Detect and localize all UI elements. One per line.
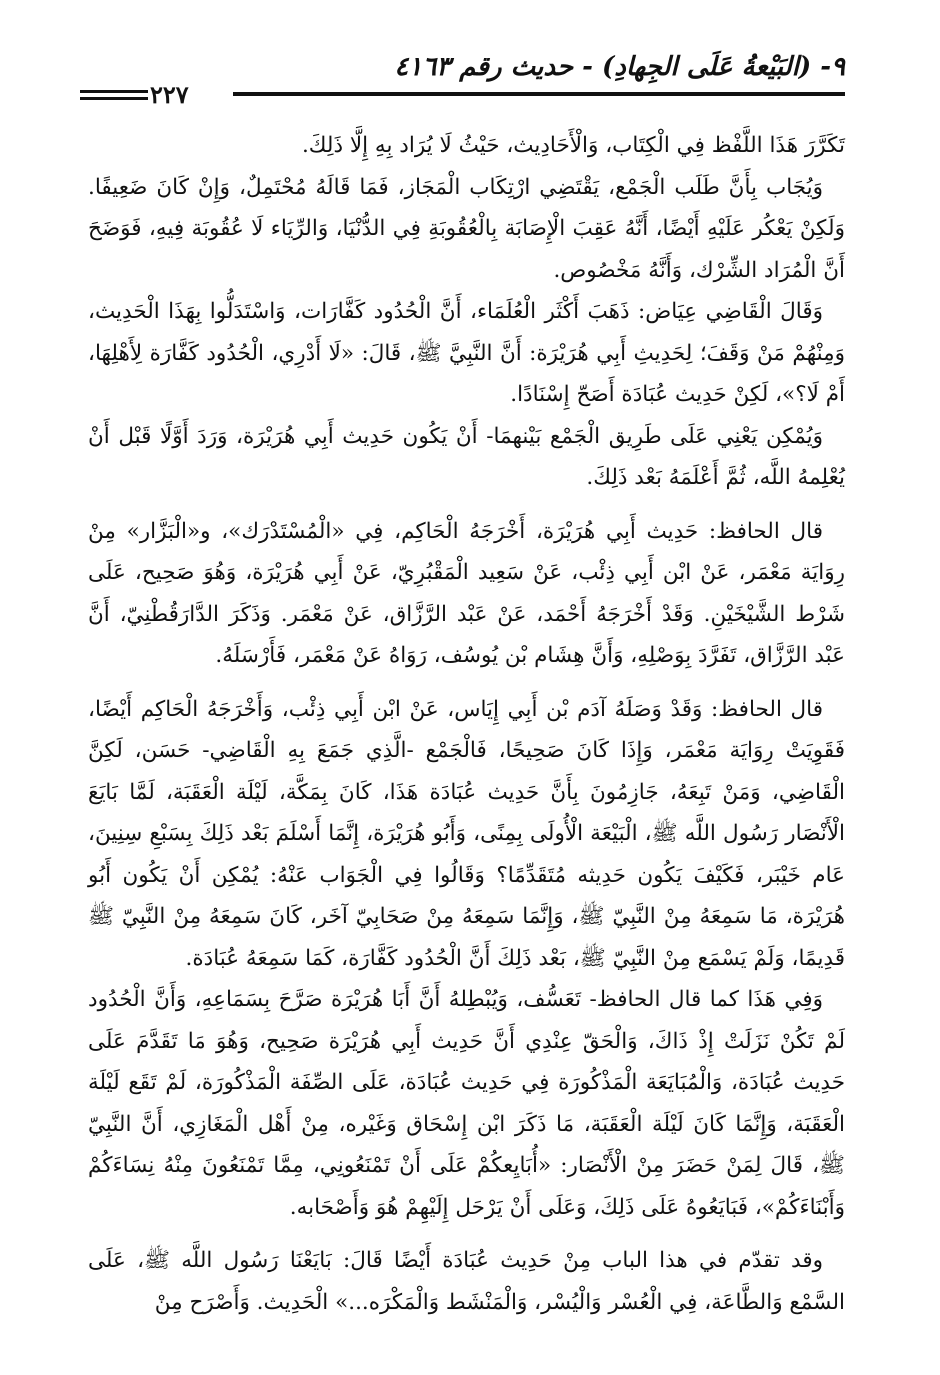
paragraph: وقد تقدّم في هذا الباب مِنْ حَدِيث عُبَادَة أَيْضًا قَالَ: بَايَعْنَا رَسُول اللَّه ﷺ، عَلَى السَّمْع وَالطَّاعَة، فِي الْعُسْر وَالْيُسْر، وَالْمَنْشَط وَالْمَكْرَه...» الْحَدِيث. وَأَصْرَح مِنْ [88,1248,845,1315]
paragraph: تَكَرَّرَ هَذَا اللَّفْظ فِي الْكِتَاب، وَالْأَحَادِيث، حَيْثُ لَا يُرَاد بِهِ إِلَّا ذَلِكَ. [301,133,845,158]
paragraph: وَيُجَاب بِأَنَّ طَلَب الْجَمْع، يَقْتَضِي ارْتِكَاب الْمَجَاز، فَمَا قَالَهُ مُحْتَمِلٌ، وَإِنْ كَانَ ضَعِيفًا. وَلَكِنْ يَعْكُر عَلَيْهِ أَيْضًا، أَنَّهُ عَقِبَ الْإِصَابَة بِالْعُقُوبَةِ فِي الدُّنْيَا، وَالرِّيَاء لَا عُقُوبَة فِيهِ، فَوَضَحَ أَنَّ الْمُرَاد الشِّرْك، وَأَنَّهُ مَخْصُوص. [88,174,845,283]
page-number: ٢٢٧ [150,80,189,109]
body-text [88,125,845,1323]
paragraph: وَقَالَ الْقَاضِي عِيَاض: ذَهَبَ أَكْثَر الْعُلَمَاء، أَنَّ الْحُدُود كَفَّارَات، وَاسْتَدَلُّوا بِهَذَا الْحَدِيث، وَمِنْهُمْ مَنْ وَقَفَ؛ لِحَدِيثِ أَبِي هُرَيْرَة: أَنَّ النَّبِيَّ ﷺ، قَالَ: «لَا أَدْرِي، الْحُدُود كَفَّارَة لِأَهْلِهَا، أَمْ لَا؟»، لَكِنْ حَدِيث عُبَادَة أَصَحّ إِسْنَادًا. [88,299,845,407]
header-left-rules [80,90,148,104]
paragraph: وَيُمْكِن يَعْنِي عَلَى طَرِيق الْجَمْع بَيْنهمَا- أَنْ يَكُون حَدِيث أَبِي هُرَيْرَة، وَرَدَ أَوَّلًا قَبْل أَنْ يُعْلِمهُ اللَّه، ثُمَّ أَعْلَمَهُ بَعْد ذَلِكَ. [88,423,845,490]
paragraph: قال الحافظ: حَدِيث أَبِي هُرَيْرَة، أَخْرَجَهُ الْحَاكِم، فِي «الْمُسْتَدْرَك»، و«الْبَزَّار» مِنْ رِوَايَة مَعْمَر، عَنْ ابْن أَبِي ذِئْب، عَنْ سَعِيد الْمَقْبُرِيّ، عَنْ أَبِي هُرَيْرَة، وَهُوَ صَحِيح، عَلَى شَرْط الشَّيْخَيْنِ. وَقَدْ أَخْرَجَهُ أَحْمَد، عَنْ عَبْد الرَّزَّاق، عَنْ مَعْمَر. وَذَكَرَ الدَّارَقُطْنِيّ، أَنَّ عَبْد الرَّزَّاق، تَفَرَّدَ بِوَصْلِهِ، وَأَنَّ هِشَام بْن يُوسُف، رَوَاهُ عَنْ مَعْمَر، فَأَرْسَلَهُ. [88,518,845,668]
running-header-title: ٩- (البَيْعةُ عَلَى الجِهادِ) - حديث رقم ٤١٦٣ [394,52,845,82]
paragraph: قال الحافظ: وَقَدْ وَصَلَهُ آدَم بْن أَبِي إِيَاس، عَنْ ابْن أَبِي ذِئْب، وَأَخْرَجَهُ الْحَاكِم أَيْضًا، فَقَوِيَتْ رِوَايَة مَعْمَر، وَإِذَا كَانَ صَحِيحًا، فَالْجَمْع -الَّذِي جَمَعَ بِهِ الْقَاضِي- حَسَن، لَكِنَّ الْقَاضِي، وَمَنْ تَبِعَهُ، جَازِمُونَ بِأَنَّ حَدِيث عُبَادَة هَذَا، كَانَ بِمَكَّة، لَيْلَة الْعَقَبَة، لَمَّا بَايَعَ الْأَنْصَار رَسُول اللَّه ﷺ، الْبَيْعَة الْأُولَى بِمِنًى، وَأَبُو هُرَيْرَة، إِنَّمَا أَسْلَمَ بَعْد ذَلِكَ بِسَبْعِ سِنِينَ، عَام خَيْبَر، فَكَيْفَ يَكُون حَدِيثه مُتَقَدِّمًا؟ وَقَالُوا فِي الْجَوَاب عَنْهُ: يُمْكِن أَنْ يَكُون أَبُو هُرَيْرَة، مَا سَمِعَهُ مِنْ النَّبِيّ ﷺ، وَإِنَّمَا سَمِعَهُ مِنْ صَحَابِيّ آخَر، كَانَ سَمِعَهُ مِنْ النَّبِيّ ﷺ قَدِيمًا، وَلَمْ يَسْمَع مِنْ النَّبِيّ ﷺ، بَعْد ذَلِكَ أَنَّ الْحُدُود كَفَّارَة، كَمَا سَمِعَهُ عُبَادَة. [88,696,845,971]
paragraph: وَفِي هَذَا كما قال الحافظ- تَعَسُّف، وَيُبْطِلهُ أَنَّ أَبَا هُرَيْرَة صَرَّحَ بِسَمَاعِهِ، وَأَنَّ الْحُدُود لَمْ تَكُنْ نَزَلَتْ إِذْ ذَاكَ، وَالْحَقّ عِنْدِي أَنَّ حَدِيث أَبِي هُرَيْرَة صَحِيح، وَهُوَ مَا تَقَدَّمَ عَلَى حَدِيث عُبَادَة، وَالْمُبَايَعَة الْمَذْكُورَة فِي حَدِيث عُبَادَة، عَلَى الصِّفَة الْمَذْكُورَة، لَمْ تَقَع لَيْلَة الْعَقَبَة، وَإِنَّمَا كَانَ لَيْلَة الْعَقَبَة، مَا ذَكَرَ ابْن إِسْحَاق وَغَيْره، مِنْ أَهْل الْمَغَازِي، أَنَّ النَّبِيّ ﷺ، قَالَ لِمَنْ حَضَرَ مِنْ الْأَنْصَار: «أُبَايِعكُمْ عَلَى أَنْ تَمْنَعُونِي، مِمَّا تَمْنَعُونَ مِنْهُ نِسَاءَكُمْ وَأَبْنَاءَكُمْ»، فَبَايَعُوهُ عَلَى ذَلِكَ، وَعَلَى أَنْ يَرْحَل إِلَيْهِمْ هُوَ وَأَصْحَابه. [88,987,845,1220]
header-rule [233,92,845,96]
